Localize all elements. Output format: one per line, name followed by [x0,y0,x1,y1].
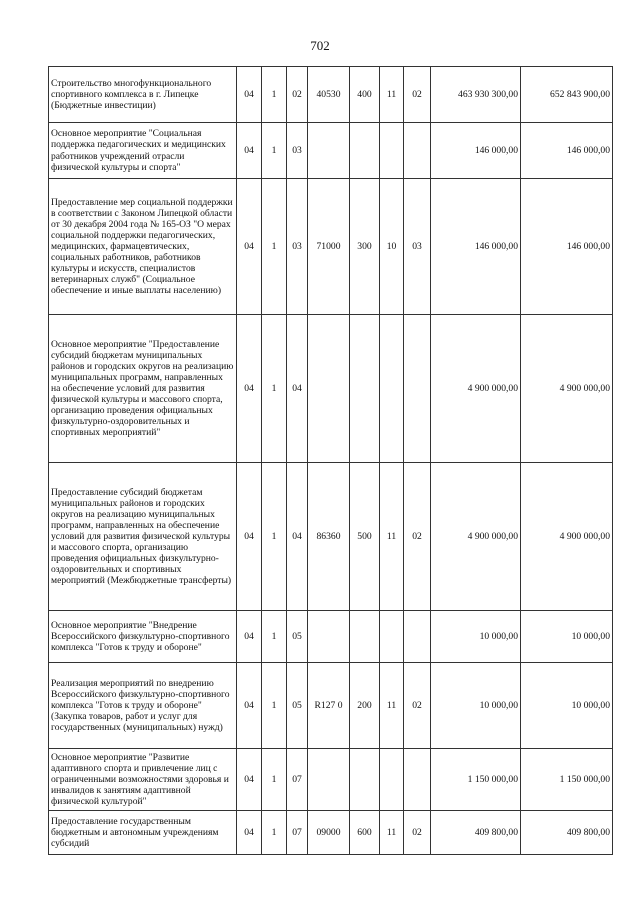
col-expense-type [350,315,380,463]
col-expense-type [350,611,380,663]
col-event: 03 [287,179,308,315]
col-amount-year-1: 146 000,00 [431,123,521,179]
table-row [49,749,613,811]
col-direction [308,611,350,663]
col-subprogram: 1 [262,67,287,123]
col-amount-year-1: 4 900 000,00 [431,463,521,611]
col-direction [308,315,350,463]
col-direction: 09000 [308,811,350,855]
col-subsection [404,611,431,663]
col-amount-year-1: 10 000,00 [431,663,521,749]
col-event: 02 [287,67,308,123]
col-section [380,123,404,179]
table-row [49,811,613,855]
col-program: 04 [237,463,262,611]
col-amount-year-2: 10 000,00 [521,611,613,663]
col-subsection: 02 [404,463,431,611]
col-expense-type: 200 [350,663,380,749]
col-subprogram: 1 [262,811,287,855]
col-amount-year-1: 409 800,00 [431,811,521,855]
col-amount-year-1: 10 000,00 [431,611,521,663]
col-amount-year-2: 409 800,00 [521,811,613,855]
col-event: 04 [287,463,308,611]
col-subsection [404,123,431,179]
col-event: 05 [287,663,308,749]
budget-table [48,66,613,855]
col-amount-year-2: 10 000,00 [521,663,613,749]
col-section: 11 [380,463,404,611]
page-number: 702 [310,38,330,53]
col-subsection: 02 [404,811,431,855]
col-subsection [404,315,431,463]
col-section: 11 [380,811,404,855]
col-section [380,611,404,663]
table-row [49,463,613,611]
row-title: Основное мероприятие "Социальная поддержка педагогических и медицинских работников учреждений отрасли физической культуры и спорта" [49,123,237,179]
col-direction [308,123,350,179]
row-title: Основное мероприятие "Развитие адаптивного спорта и привлечение лиц с ограниченными возможностями здоровья и инвалидов к занятиям адаптивной физической культурой" [49,749,237,811]
table-row [49,123,613,179]
table-row [49,663,613,749]
col-event: 07 [287,811,308,855]
col-section: 10 [380,179,404,315]
table-row [49,179,613,315]
row-title: Предоставление государственным бюджетным и автономным учреждениям субсидий [49,811,237,855]
row-title: Основное мероприятие "Предоставление субсидий бюджетам муниципальных районов и городских округов на реализацию муниципальных программ, направленных на обеспечение условий для развития физической культуры и массового спорта, организацию проведения официальных физкультурно-оздоровительных и спортивных мероприятий" [49,315,237,463]
col-subprogram: 1 [262,123,287,179]
table-row [49,315,613,463]
col-expense-type [350,123,380,179]
col-program: 04 [237,123,262,179]
col-subprogram: 1 [262,463,287,611]
col-subsection: 03 [404,179,431,315]
table-row [49,611,613,663]
col-subprogram: 1 [262,663,287,749]
table-row [49,67,613,123]
col-amount-year-2: 4 900 000,00 [521,463,613,611]
col-amount-year-2: 1 150 000,00 [521,749,613,811]
col-event: 03 [287,123,308,179]
col-program: 04 [237,663,262,749]
col-direction [308,749,350,811]
col-event: 07 [287,749,308,811]
row-title: Реализация мероприятий по внедрению Всероссийского физкультурно-спортивного комплекса "Готов к труду и обороне" (Закупка товаров, работ и услуг для государственных (муниципальных) нужд) [49,663,237,749]
col-amount-year-2: 652 843 900,00 [521,67,613,123]
col-section: 11 [380,67,404,123]
col-subprogram: 1 [262,749,287,811]
row-title: Предоставление мер социальной поддержки в соответствии с Законом Липецкой области от 30 декабря 2004 года № 165-ОЗ "О мерах социальной поддержки педагогических, медицинских, фармацевтических, социальных работников, работников культуры и искусств, специалистов ветеринарных служб" (Социальное обеспечение и иные выплаты населению) [49,179,237,315]
col-direction: R127 0 [308,663,350,749]
col-expense-type: 400 [350,67,380,123]
col-event: 05 [287,611,308,663]
col-amount-year-1: 146 000,00 [431,179,521,315]
col-amount-year-1: 4 900 000,00 [431,315,521,463]
col-section: 11 [380,663,404,749]
row-title: Основное мероприятие "Внедрение Всероссийского физкультурно-спортивного комплекса "Готов к труду и обороне" [49,611,237,663]
col-amount-year-1: 1 150 000,00 [431,749,521,811]
col-amount-year-2: 146 000,00 [521,123,613,179]
row-title: Строительство многофункционального спортивного комплекса в г. Липецке (Бюджетные инвестиции) [49,67,237,123]
col-amount-year-2: 146 000,00 [521,179,613,315]
col-event: 04 [287,315,308,463]
col-subprogram: 1 [262,611,287,663]
row-title: Предоставление субсидий бюджетам муниципальных районов и городских округов на реализацию муниципальных программ, направленных на обеспечение условий для развития физической культуры и массового спорта, организацию проведения официальных физкультурно-оздоровительных и спортивных мероприятий (Межбюджетные трансферты) [49,463,237,611]
col-expense-type: 600 [350,811,380,855]
col-amount-year-2: 4 900 000,00 [521,315,613,463]
col-program: 04 [237,611,262,663]
col-subprogram: 1 [262,179,287,315]
col-direction: 40530 [308,67,350,123]
col-subsection [404,749,431,811]
col-subsection: 02 [404,67,431,123]
col-subprogram: 1 [262,315,287,463]
col-program: 04 [237,749,262,811]
col-amount-year-1: 463 930 300,00 [431,67,521,123]
col-direction: 86360 [308,463,350,611]
col-program: 04 [237,67,262,123]
col-program: 04 [237,179,262,315]
col-section [380,749,404,811]
col-program: 04 [237,811,262,855]
col-expense-type [350,749,380,811]
col-expense-type: 500 [350,463,380,611]
col-program: 04 [237,315,262,463]
col-expense-type: 300 [350,179,380,315]
col-subsection: 02 [404,663,431,749]
col-section [380,315,404,463]
col-direction: 71000 [308,179,350,315]
